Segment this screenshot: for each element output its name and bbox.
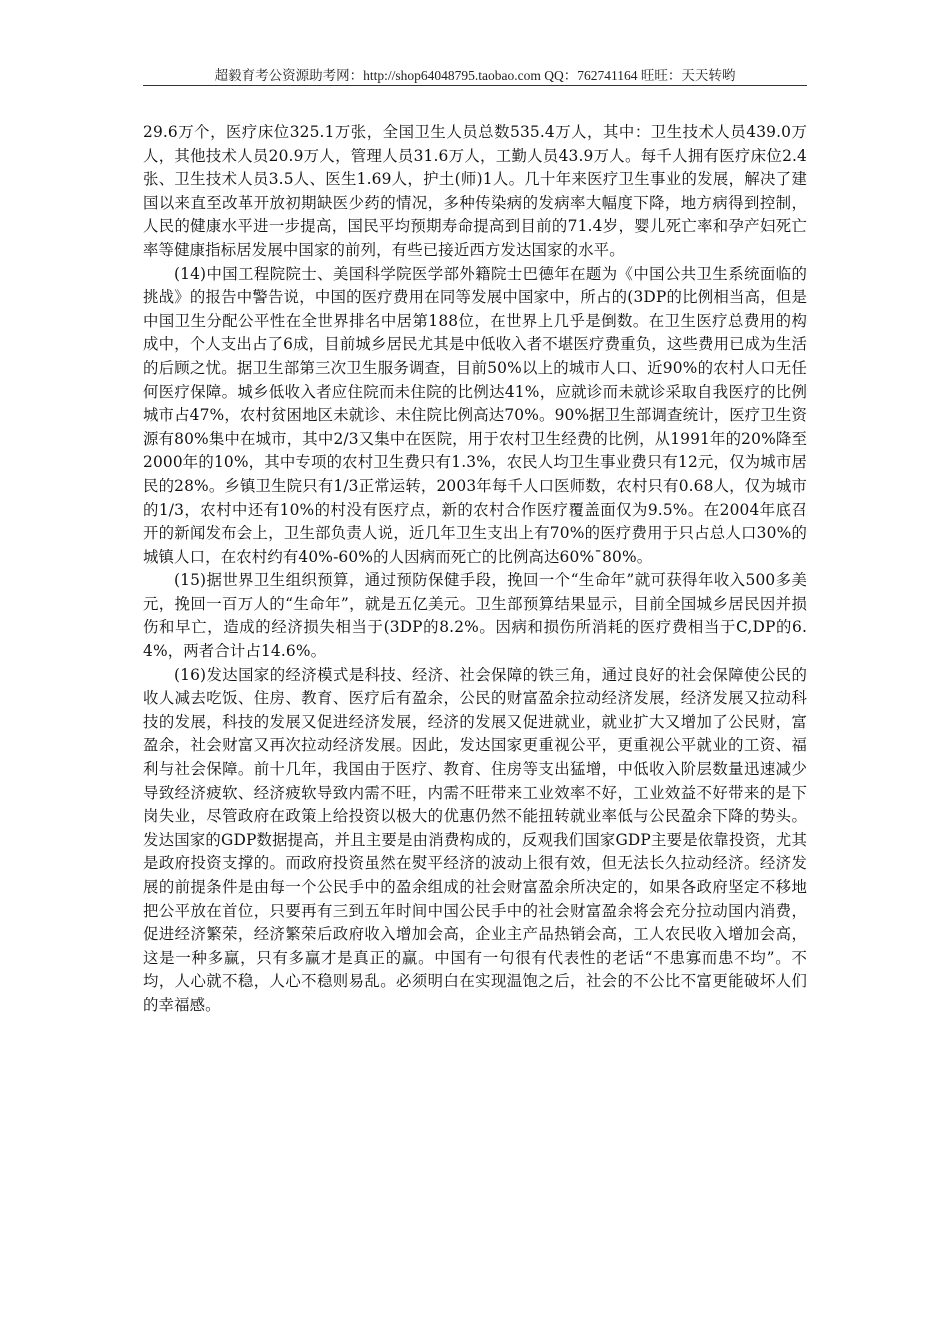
paragraph-14: (14)中国工程院院士、美国科学院医学部外籍院士巴德年在题为《中国公共卫生系统面临的挑战》的报告中警告说，中国的医疗费用在同等发展中国家中，所占的(3DP的比例相当高，但是中国卫生分配公平性在全世界排名中居第188位，在世界上几乎是倒数。在卫生医疗总费用的构成中，个人支出占了6成，目前城乡居民尤其是中低收入者不堪医疗费重负，这些费用已成为生活的后顾之忧。据卫生部第三次卫生服务调查，目前50%以上的城市人口、近90%的农村人口无任何医疗保障。城乡低收入者应住院而未住院的比例达41%，应就诊而未就诊采取自我医疗的比例城市占47%，农村贫困地区未就诊、未住院比例高达70%。90%据卫生部调查统计，医疗卫生资源有80%集中在城市，其中2/3又集中在医院，用于农村卫生经费的比例，从1991年的20%降至2000年的10%，其中专项的农村卫生费只有1.3%，农民人均卫生事业费只有12元，仅为城市居民的28%。乡镇卫生院只有1/3正常运转，2003年每千人口医师数，农村只有0.68人，仅为城市的1/3，农村中还有10%的村没有医疗点，新的农村合作医疗覆盖面仅为9.5%。在2004年底召开的新闻发布会上，卫生部负责人说，近几年卫生支出上有70%的医疗费用于只占总人口30%的城镇人口，在农村约有40%-60%的人因病而死亡的比例高达60%¯80%。 — [143, 264, 807, 566]
paragraph-continued: 29.6万个，医疗床位325.1万张，全国卫生人员总数535.4万人，其中：卫生技术人员439.0万人，其他技术人员20.9万人，管理人员31.6万人，工勤人员43.9万人。每千人拥有医疗床位2.4张、卫生技术人员3.5人、医生1.69人，护土(师)1人。几十年来医疗卫生事业的发展，解决了建国以来直至改革开放初期缺医少药的情况，多种传染病的发病率大幅度下降，地方病得到控制，人民的健康水平进一步提高，国民平均预期寿命提高到目前的71.4岁，婴儿死亡率和孕产妇死亡率等健康指标居发展中国家的前列，有些已接近西方发达国家的水平。 — [143, 123, 807, 259]
header-divider — [143, 85, 807, 86]
paragraph-16: (16)发达国家的经济模式是科技、经济、社会保障的铁三角，通过良好的社会保障使公民的收人减去吃饭、住房、教育、医疗后有盈余，公民的财富盈余拉动经济发展，经济发展又拉动科技的发展，科技的发展又促进经济发展，经济的发展又促进就业，就业扩大又增加了公民财，富盈余，社会财富又再次拉动经济发展。因此，发达国家更重视公平，更重视公平就业的工资、福利与社会保障。前十几年，我国由于医疗、教育、住房等支出猛增，中低收入阶层数量迅速减少导致经济疲软、经济疲软导致内需不旺，内需不旺带来工业效率不好，工业效益不好带来的是下岗失业，尽管政府在政策上给投资以极大的优惠仍然不能扭转就业率低与公民盈余下降的势头。发达国家的GDP数据提高，并且主要是由消费构成的，反观我们国家GDP主要是依靠投资，尤其是政府投资支撑的。而政府投资虽然在熨平经济的波动上很有效，但无法长久拉动经济。经济发展的前提条件是由每一个公民手中的盈余组成的社会财富盈余所决定的，如果各政府坚定不移地把公平放在首位，只要再有三到五年时间中国公民手中的社会财富盈余将会充分拉动国内消费，促进经济繁荣，经济繁荣后政府收入增加会高，企业主产品热销会高，工人农民收入增加会高，这是一种多赢，只有多赢才是真正的赢。中国有一句很有代表性的老话“不患寡而患不均”。不均，人心就不稳，人心不稳则易乱。必须明白在实现温饱之后，社会的不公比不富更能破坏人们的幸福感。 — [143, 665, 807, 1014]
document-body — [143, 121, 807, 1018]
paragraph-15: (15)据世界卫生组织预算，通过预防保健手段，挽回一个“生命年”就可获得年收入500多美元，挽回一百万人的“生命年”，就是五亿美元。卫生部预算结果显示，目前全国城乡居民因并损伤和早亡，造成的经济损失相当于(3DP的8.2%。因病和损伤所消耗的医疗费相当于C,DP的6.4%，两者合计占14.6%。 — [143, 571, 807, 661]
page-header: 超毅育考公资源助考网：http://shop64048795.taobao.com QQ：762741164 旺旺：天天转哟 — [214, 68, 736, 83]
